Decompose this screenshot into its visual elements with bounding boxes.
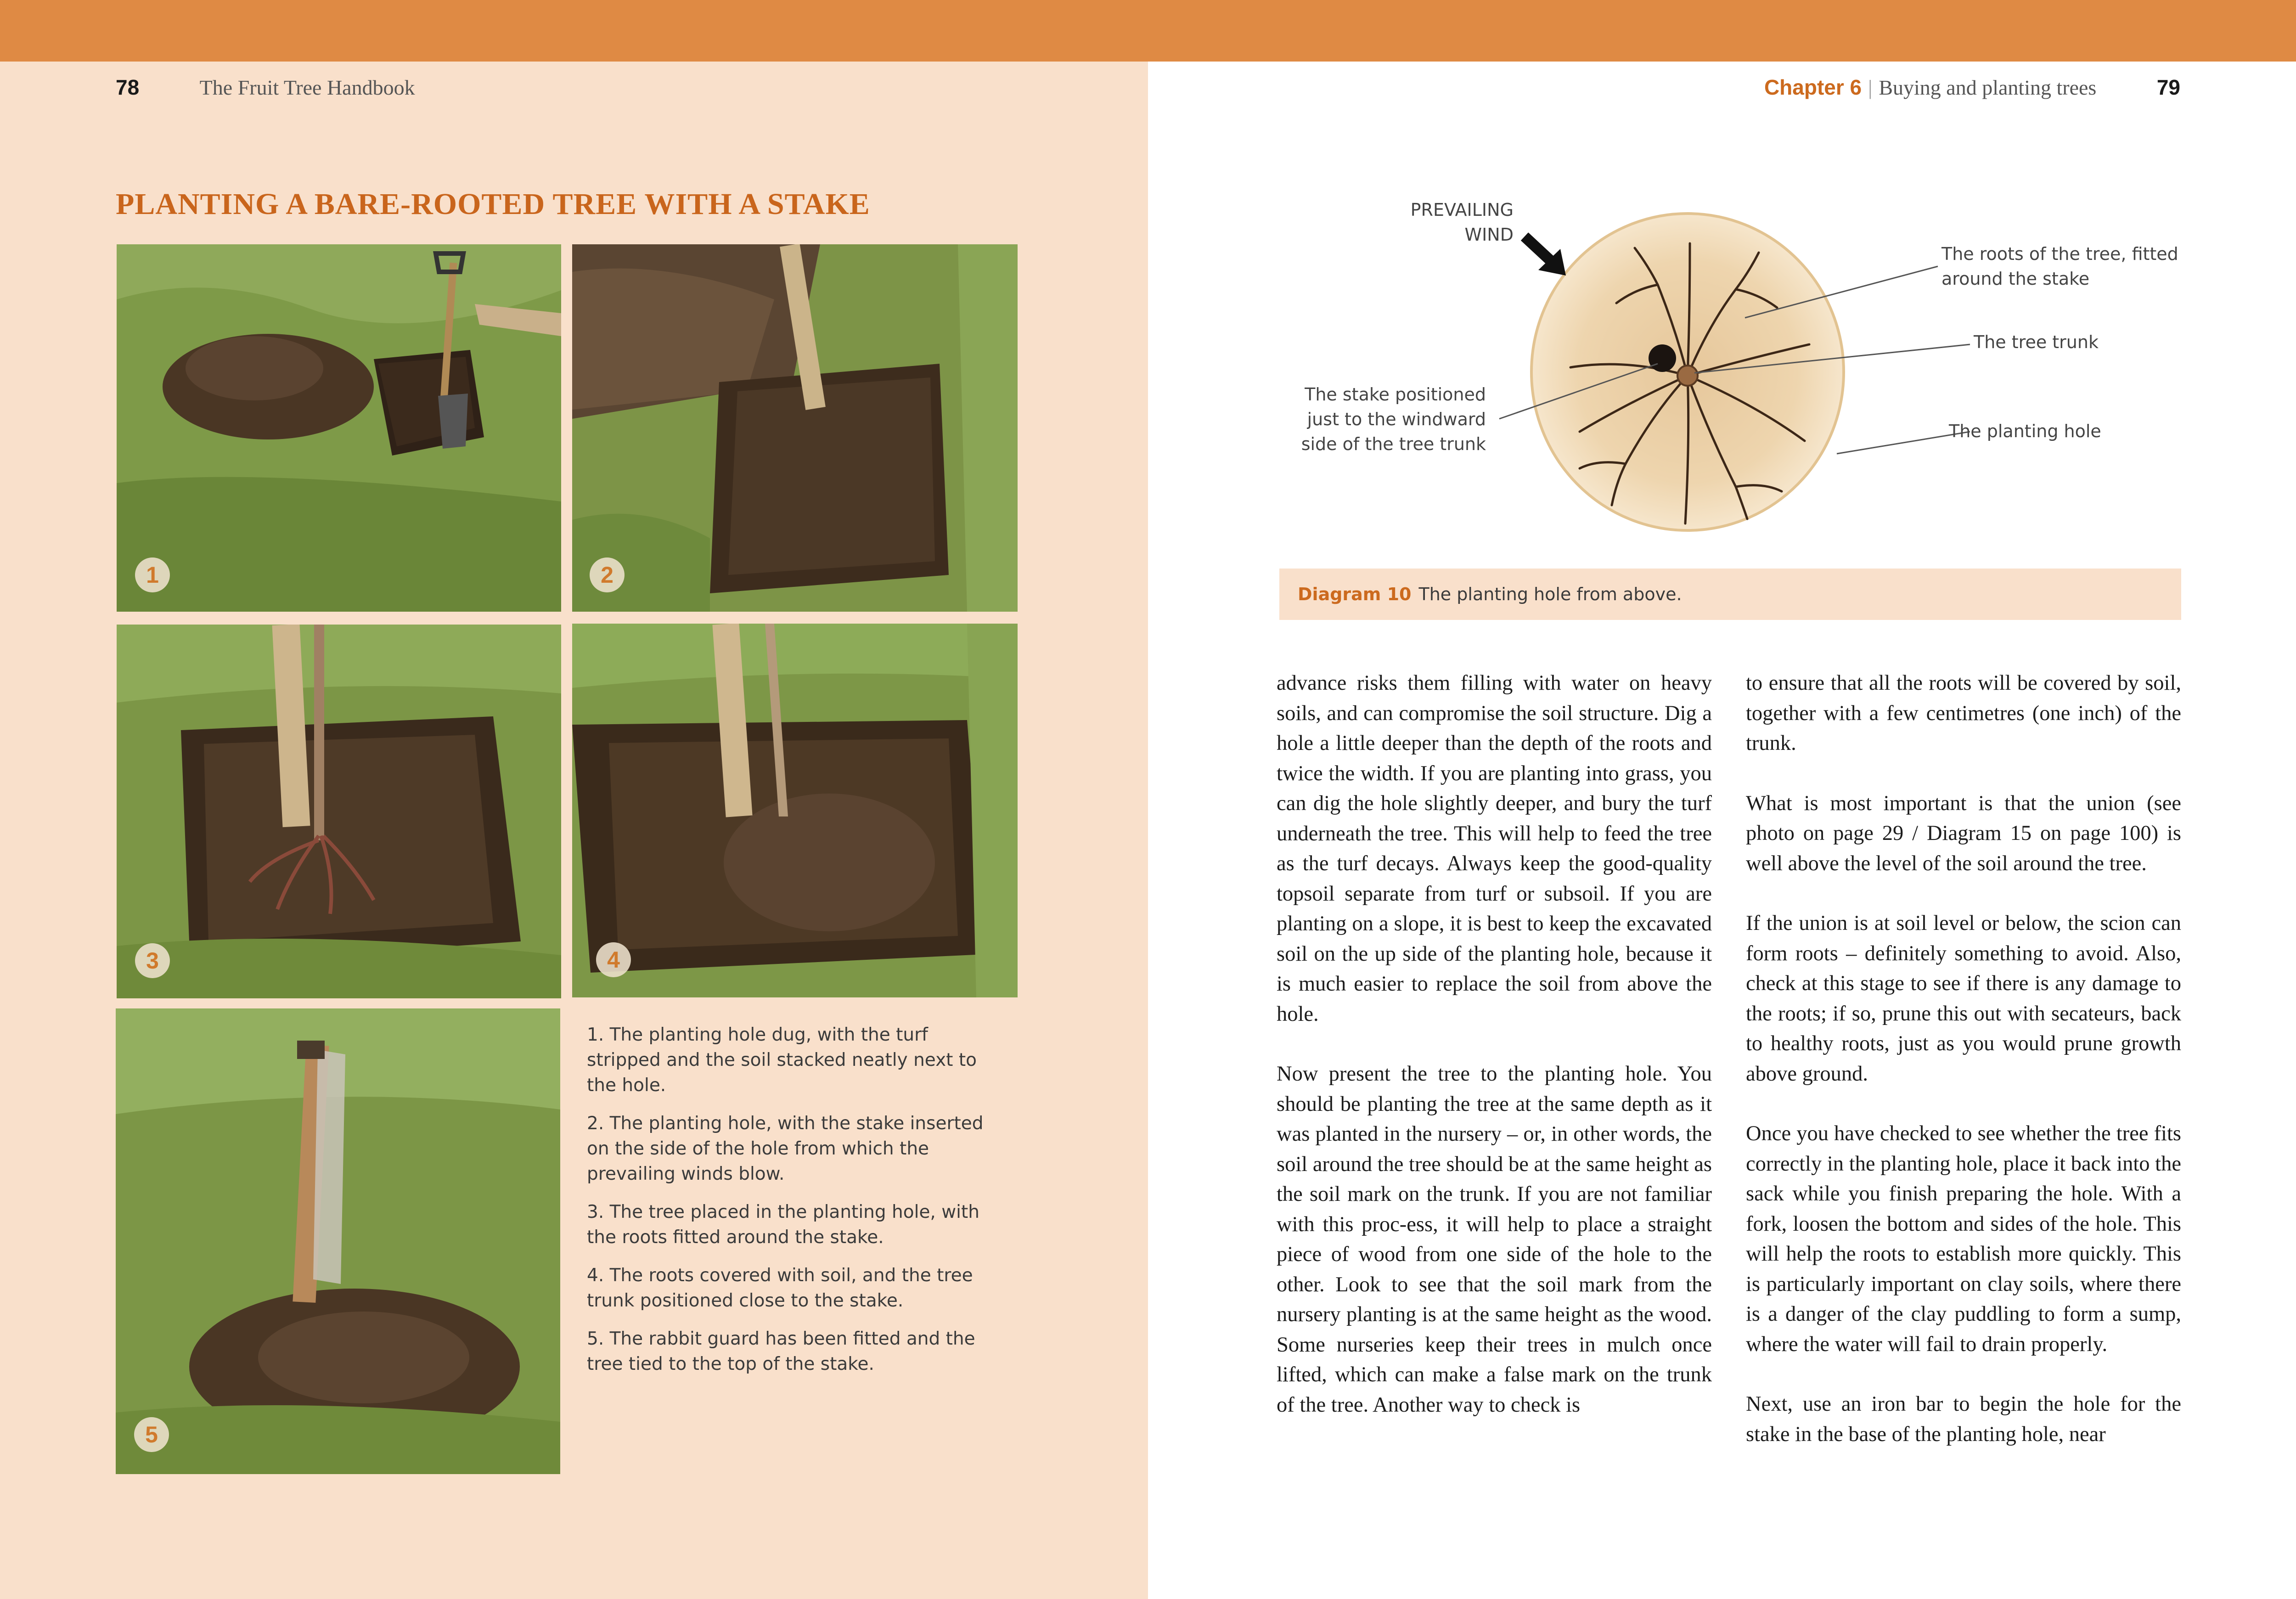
trunk-dot bbox=[1677, 366, 1698, 386]
top-color-band bbox=[0, 0, 2296, 62]
step-badge-2: 2 bbox=[590, 557, 625, 592]
stake-dot bbox=[1649, 344, 1676, 372]
photo-rabbit-guard bbox=[116, 1008, 560, 1474]
caption-2: 2. The planting hole, with the stake inserted on the side of the hole from which the prevailing winds blow. bbox=[587, 1113, 984, 1184]
photo-dug-hole-with-spade bbox=[117, 244, 561, 612]
paragraph: If the union is at soil level or below, the scion can form roots – definitely something to avoid. Also, check at this stage to see if there is any damage to the roots; if so, prune this out with secateurs, back to healthy roots, just as you would prune growth above ground. bbox=[1746, 912, 2181, 1086]
section-heading: PLANTING A BARE-ROOTED TREE WITH A STAKE bbox=[116, 187, 870, 221]
photo-captions bbox=[587, 1022, 1000, 1390]
stake-label: The stake positioned just to the windward side of the tree trunk bbox=[1301, 384, 1486, 454]
diagram-caption-text: The planting hole from above. bbox=[1418, 584, 1682, 604]
folio-separator: | bbox=[1868, 76, 1873, 99]
caption-1: 1. The planting hole dug, with the turf stripped and the soil stacked neatly next to the hole. bbox=[587, 1025, 977, 1096]
diagram-number: Diagram 10 bbox=[1298, 584, 1412, 604]
body-column-2 bbox=[1746, 668, 2181, 1479]
right-folio bbox=[1764, 73, 2180, 101]
diagram-caption bbox=[1279, 569, 2181, 620]
wind-arrow-icon bbox=[1525, 236, 1566, 276]
book-title: The Fruit Tree Handbook bbox=[199, 76, 415, 99]
prevailing-wind-label: PREVAILING WIND bbox=[1410, 200, 1514, 245]
caption-5: 5. The rabbit guard has been fitted and the tree tied to the top of the stake. bbox=[587, 1329, 975, 1374]
paragraph: Now present the tree to the planting hole. You should be planting the tree at the same depth as it was planted in the nursery – or, in other words, the soil around the tree should be at the same height as the soil mark on the trunk. If you are not familiar with this proc-ess, it will help to place a straight piece of wood from one side of the hole to the other. Look to see that the soil mark from the nursery planting is at the same height as the wood. Some nurseries keep their trees in mulch once lifted, which can make a false mark on the trunk of the tree. Another way to check is bbox=[1277, 1062, 1712, 1417]
paragraph: to ensure that all the roots will be covered by soil, together with a few centimetres (one inch) of the trunk. bbox=[1746, 671, 2181, 755]
chapter-title: Buying and planting trees bbox=[1879, 76, 2097, 99]
left-folio bbox=[116, 73, 415, 101]
paragraph: What is most important is that the union (see photo on page 29 / Diagram 15 on page 100) is well above the level of the soil around the tree. bbox=[1746, 791, 2181, 875]
step-badge-5: 5 bbox=[134, 1417, 169, 1452]
trunk-label: The tree trunk bbox=[1974, 332, 2099, 352]
planting-hole-label: The planting hole bbox=[1949, 421, 2101, 441]
photo-tree-in-hole bbox=[117, 625, 561, 998]
photo-roots-covered bbox=[572, 624, 1018, 997]
planting-hole-diagram bbox=[1295, 193, 2195, 560]
paragraph: Once you have checked to see whether the tree fits correctly in the planting hole, place it back into the sack while you finish preparing the hole. With a fork, loosen the bottom and sides of the hole. This will help the roots to establish more quickly. This is particularly important on clay soils, where there is a danger of the clay puddling to form a sump, where the water will fail to drain properly. bbox=[1746, 1122, 2181, 1356]
paragraph: advance risks them filling with water on heavy soils, and can compromise the soil structure. Dig a hole a little deeper than the depth of the roots and twice the width. If you are planting into grass, you can dig the hole slightly deeper, and bury the turf underneath the tree. This will help to feed the tree as the turf decays. Always keep the good-quality topsoil separate from turf or subsoil. If you are planting on a slope, it is best to keep the excavated soil on the up side of the planting hole, because it is much easier to replace the soil from above the hole. bbox=[1277, 671, 1712, 1026]
caption-3: 3. The tree placed in the planting hole, with the roots fitted around the stake. bbox=[587, 1202, 979, 1248]
photo-stake-in-hole bbox=[572, 244, 1018, 612]
step-badge-1: 1 bbox=[135, 557, 170, 592]
roots-label: The roots of the tree, fitted around the stake bbox=[1941, 244, 2178, 289]
caption-4: 4. The roots covered with soil, and the tree trunk positioned close to the stake. bbox=[587, 1265, 973, 1311]
step-badge-4: 4 bbox=[596, 942, 631, 977]
step-badge-3: 3 bbox=[135, 943, 170, 978]
left-page-number: 78 bbox=[116, 75, 140, 99]
chapter-label: Chapter 6 bbox=[1764, 75, 1862, 99]
body-column-1 bbox=[1277, 668, 1712, 1450]
paragraph: Next, use an iron bar to begin the hole for the stake in the base of the planting hole, near bbox=[1746, 1392, 2181, 1446]
right-page-number: 79 bbox=[2156, 75, 2180, 99]
